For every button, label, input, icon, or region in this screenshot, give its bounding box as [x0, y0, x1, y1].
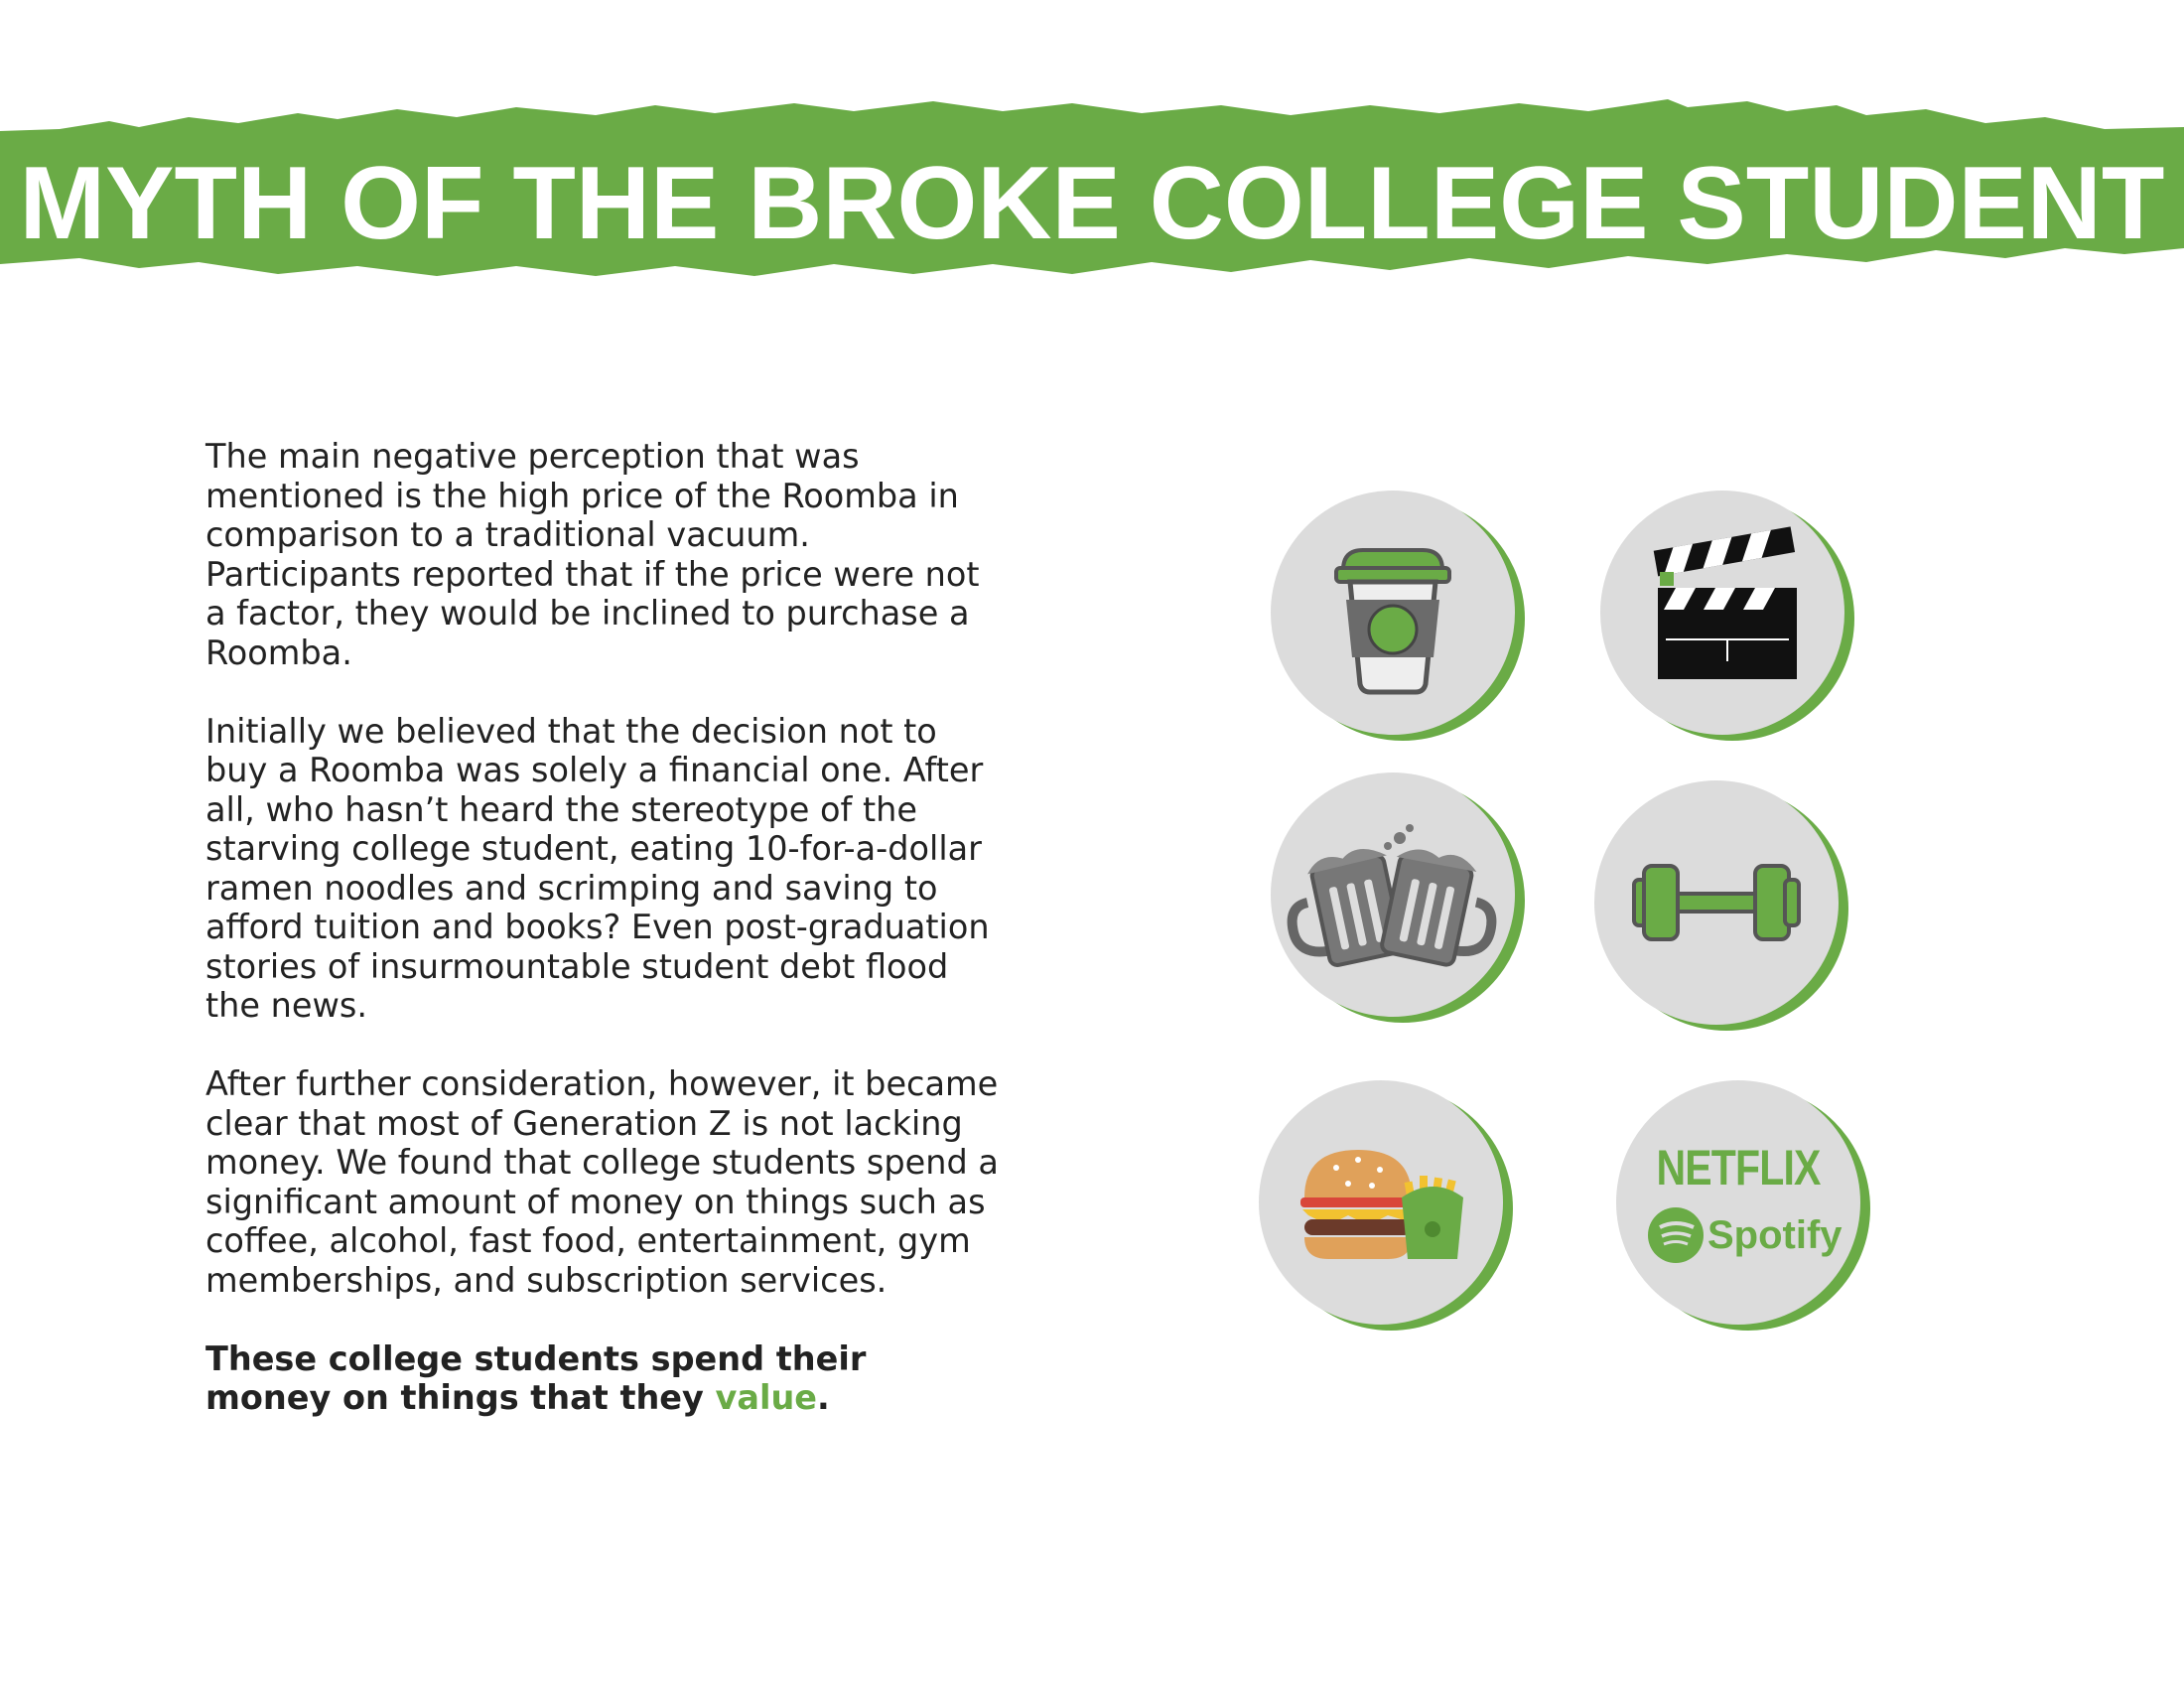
netflix-logo: NETFLIX: [1656, 1140, 1821, 1196]
spotify-icon: [1616, 1080, 1860, 1325]
coffee-circle: [1271, 491, 1515, 735]
subscriptions-circle: [1616, 1080, 1860, 1325]
conclusion-end: .: [817, 1378, 830, 1417]
coffee-cup-icon: [1271, 491, 1515, 735]
conclusion-highlight: value: [715, 1378, 818, 1417]
dumbbell-icon: [1594, 780, 1839, 1025]
gym-circle: [1594, 780, 1839, 1025]
paragraph-financial-belief: Initially we believed that the decision not to buy a Roomba was solely a financial one. After all, who hasn’t heard the stereotype of the starving college student, eating 10-for-a-dollar ramen noodles and scrimping and saving to afford tuition and books? Even post-graduation stories of insurmountable student debt flood the news.: [205, 711, 990, 1025]
beer-mugs-icon: [1271, 773, 1515, 1017]
clapperboard-icon: [1600, 491, 1844, 735]
conclusion-statement: [205, 1339, 1000, 1418]
fast-food-circle: [1259, 1080, 1503, 1325]
clapperboard-circle: [1600, 491, 1844, 735]
paragraph-price-perception: The main negative perception that was mentioned is the high price of the Roomba in comparison to a traditional vacuum. Participants reported that if the price were not a factor, they would be inclined to purchase a Roomba.: [205, 437, 980, 672]
spotify-logo: Spotify: [1707, 1213, 1843, 1257]
paragraph-spending-habits: After further consideration, however, it became clear that most of Generation Z is not lacking money. We found that college students spend a significant amount of money on things such as coffee, alcohol, fast food, entertainment, gym memberships, and subscription services.: [205, 1064, 999, 1300]
beer-circle: [1271, 773, 1515, 1017]
body-text: [205, 437, 1000, 1457]
conclusion-text: These college students spend their money on things that they: [205, 1338, 867, 1417]
page-title: MYTH OF THE BROKE COLLEGE STUDENT: [19, 146, 2165, 261]
burger-fries-icon: [1259, 1080, 1503, 1325]
